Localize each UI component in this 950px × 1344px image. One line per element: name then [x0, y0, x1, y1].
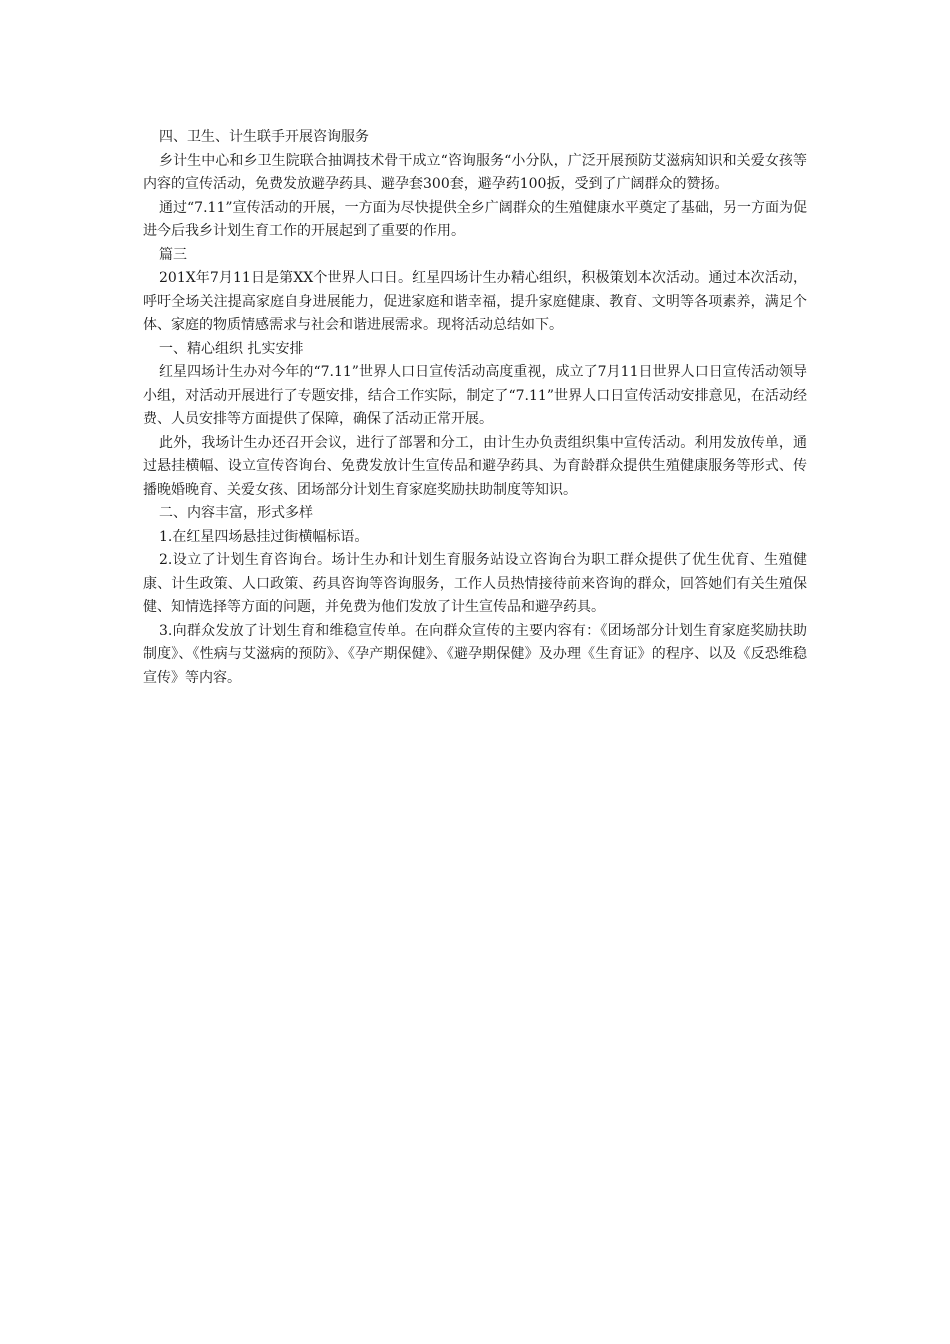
- section-heading-content-forms: 二、内容丰富，形式多样: [159, 505, 313, 521]
- section-heading-organization: 一、精心组织 扎实安排: [159, 340, 304, 357]
- paragraph: 乡计生中心和乡卫生院联合抽调技术骨干成立“咨询服务“小分队，广泛开展预防艾滋病知识和关爱女孩等内容的宣传活动，免费发放避孕药具、避孕套300套，避孕药100扳，受到了广阔群众的赞扬。: [143, 152, 807, 192]
- paragraph: 红星四场计生办对今年的“7.11”世界人口日宣传活动高度重视，成立了7月11日世界人口日宣传活动领导小组，对活动开展进行了专题安排，结合工作实际，制定了“7.11”世界人口日宣传活动安排意见，在活动经费、人员安排等方面提供了保障，确保了活动正常开展。: [143, 364, 807, 427]
- list-item: 3.向群众发放了计划生育和维稳宣传单。在向群众宣传的主要内容有：《团场部分计划生育家庭奖励扶助制度》、《性病与艾滋病的预防》、《孕产期保健》、《避孕期保健》及办理《生育证》的程序、以及《反恐维稳宣传》等内容。: [143, 622, 807, 686]
- list-item: 1.在红星四场悬挂过街横幅标语。: [159, 528, 369, 545]
- paragraph: 通过“7.11”宣传活动的开展，一方面为尽快提供全乡广阔群众的生殖健康水平奠定了基础，另一方面为促进今后我乡计划生育工作的开展起到了重要的作用。: [143, 199, 807, 239]
- paragraph: 201X年7月11日是第XX个世界人口日。红星四场计生办精心组织，积极策划本次活动。通过本次活动，呼吁全场关注提高家庭自身进展能力，促进家庭和谐幸福，提升家庭健康、教育、文明等各项素养，满足个体、家庭的物质情感需求与社会和谐进展需求。现将活动总结如下。: [143, 270, 807, 333]
- list-item: 2.设立了计划生育咨询台。场计生办和计划生育服务站设立咨询台为职工群众提供了优生优育、生殖健康、计生政策、人口政策、药具咨询等咨询服务，工作人员热情接待前来咨询的群众，回答她们有关生殖保健、知情选择等方面的问题，并免费为他们发放了计生宣传品和避孕药具。: [143, 552, 807, 615]
- paragraph: 此外，我场计生办还召开会议，进行了部署和分工，由计生办负责组织集中宣传活动。利用发放传单，通过悬挂横幅、设立宣传咨询台、免费发放计生宣传品和避孕药具、为育龄群众提供生殖健康服务等形式、传播晚婚晚育、关爱女孩、团场部分计划生育家庭奖励扶助制度等知识。: [143, 434, 807, 498]
- part-heading-pian-san: 篇三: [159, 246, 187, 263]
- document-body: [143, 126, 807, 690]
- section-heading-consulting-service: 四、卫生、计生联手开展咨询服务: [159, 129, 369, 145]
